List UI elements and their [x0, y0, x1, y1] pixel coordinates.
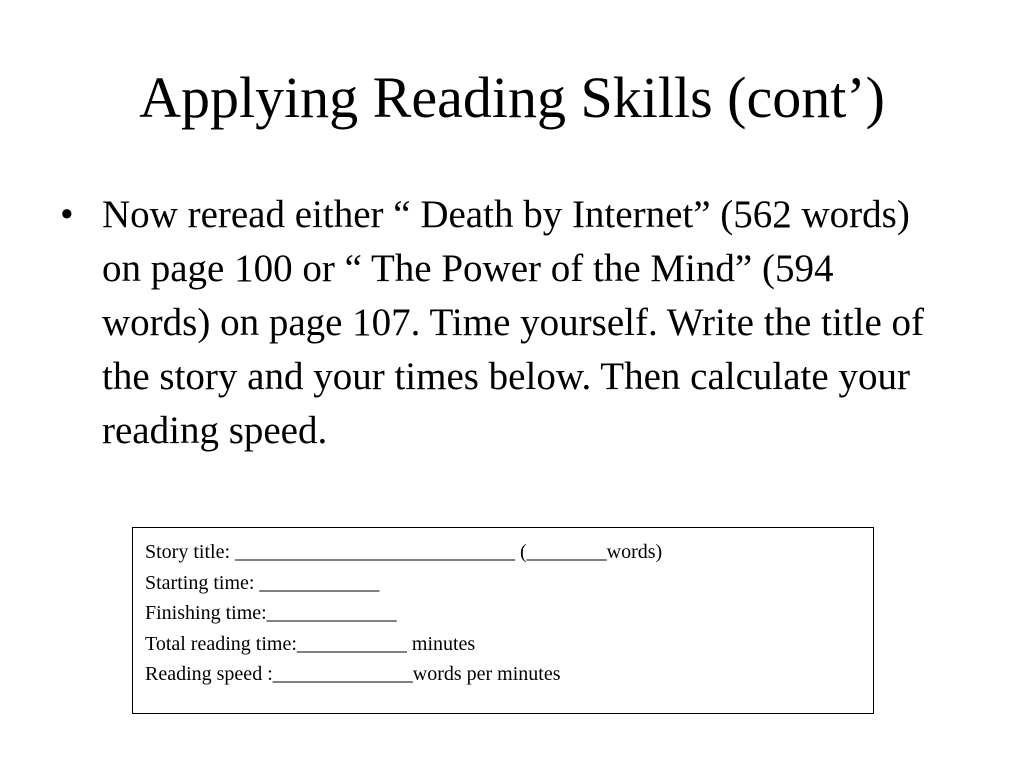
- story-title-line: Story title: ____________________________ (________words): [145, 541, 663, 563]
- finishing-time-line: Finishing time:_____________: [145, 602, 397, 624]
- bullet-text: Now reread either “ Death by Internet” (562 words) on page 100 or “ The Power of the Mind” (594 words) on page 107. Time yourself. Write the title of the story and your times below. Then calculate your reading speed.: [102, 193, 925, 452]
- bullet-item: [60, 188, 940, 458]
- starting-time-line: Starting time: ____________: [145, 571, 380, 594]
- bullet-list: [60, 188, 940, 458]
- slide-title: Applying Reading Skills (cont’): [139, 65, 885, 130]
- reading-form-box: [132, 527, 874, 714]
- bullet-icon: •: [60, 193, 74, 236]
- total-reading-time-line: Total reading time:___________ minutes: [145, 632, 476, 655]
- reading-speed-line: Reading speed :______________words per minutes: [145, 663, 561, 685]
